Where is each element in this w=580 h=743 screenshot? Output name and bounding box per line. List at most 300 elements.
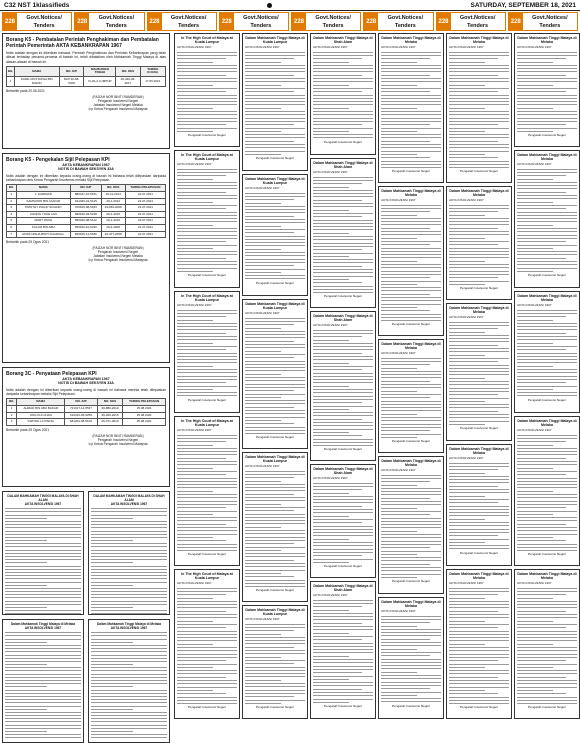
column-header: NO. KES xyxy=(116,66,140,76)
notice-heading: Dalam Mahkamah Tinggi Malaya di Melaka xyxy=(517,153,577,162)
court-notice xyxy=(514,569,580,719)
notice-title: Borang K5 - Pengekalan Sijil Pelepasan KPI xyxy=(6,157,110,163)
notice-act: AKTA INSOLVENSI 1967 xyxy=(517,45,552,50)
court-notice xyxy=(378,186,444,336)
notice-heading: In The High Court of Malaya at Kuala Lumpur xyxy=(181,153,233,162)
notice-officer: Pengarah Insolvensi Negeri xyxy=(391,579,430,584)
notice-act: AKTA INSOLVENSI 1967 xyxy=(177,428,212,433)
section-code: 228 xyxy=(220,13,234,30)
table-header-row xyxy=(7,399,166,406)
court-notice xyxy=(174,33,240,147)
notice-officer: Pengarah Insolvensi Negeri xyxy=(323,447,362,452)
notice-pembatalan xyxy=(2,33,170,149)
notice-act: AKTA INSOLVENSI 1967 xyxy=(245,464,280,469)
table-cell: 29-4-2006 xyxy=(101,224,125,231)
notice-act: AKTA INSOLVENSI 1967 xyxy=(517,581,552,586)
table-cell: 1 xyxy=(7,406,17,413)
court-notice xyxy=(174,569,240,719)
table-cell: 22.07.2021 xyxy=(125,205,165,212)
column-header: NAMA xyxy=(17,399,65,406)
section-label: Govt.Notices/ Tenders xyxy=(170,15,207,29)
notice-officer: Pengarah Insolvensi Negeri xyxy=(527,133,566,138)
column-header: NO. K/P xyxy=(59,66,84,76)
table-cell: KALAM BIN ABU xyxy=(16,224,71,231)
notice-officer: Pengarah Insolvensi Negeri xyxy=(391,703,430,708)
table-cell: 17.06.2021 xyxy=(140,77,166,87)
table-cell: 29-656-2009 xyxy=(101,205,125,212)
section-header xyxy=(74,12,144,31)
notice-text-lines xyxy=(313,483,373,563)
section-code: 228 xyxy=(3,13,17,30)
court-notice xyxy=(242,605,308,719)
table-row xyxy=(7,224,166,231)
court-notice xyxy=(88,619,170,743)
court-notice xyxy=(174,150,240,288)
notice-officer: Pengarah Insolvensi Negeri xyxy=(255,280,294,285)
notice-heading: Dalam Mahkamah Tinggi Malaya di Melaka xyxy=(96,622,162,626)
table-cell: 1 xyxy=(7,77,15,87)
table-cell: 621020-01-5115 xyxy=(71,198,101,205)
notice-title: Borang 3C - Penyataan Pelepasan KPI xyxy=(6,371,97,377)
table-cell: 29-1-2015 xyxy=(101,211,125,218)
notice-act: AKTA INSOLVENSI 1967 xyxy=(449,315,484,320)
notice-text-lines xyxy=(517,52,577,132)
court-notice xyxy=(2,619,84,743)
notice-text-lines xyxy=(245,318,305,434)
notice-officer: Pengarah Insolvensi Negeri xyxy=(527,273,566,278)
page-folio: C32 NST 1klassifieds xyxy=(4,1,70,9)
notice-officer: Pengarah Insolvensi Negeri xyxy=(187,705,226,710)
column-header: BIL xyxy=(7,66,15,76)
notice-text-lines xyxy=(245,193,305,280)
page-header xyxy=(0,0,580,11)
section-header xyxy=(219,12,289,31)
notice-officer: Pengarah Insolvensi Negeri xyxy=(187,552,226,557)
notice-text-lines xyxy=(517,169,577,272)
notice-subtitle: AKTA KEBANKRAPAN 1967 NOTIS DI BAWAH SEKSYEN 33A xyxy=(58,163,114,172)
notice-heading: Dalam Mahkamah Tinggi Malaya di Shah Alam xyxy=(313,314,373,323)
table-row xyxy=(7,406,166,413)
notice-act: AKTA INSOLVENSI 1967 xyxy=(245,617,280,622)
notice-text-lines xyxy=(517,435,577,551)
notice-heading: Dalam Mahkamah Tinggi Malaya di Melaka xyxy=(517,294,577,303)
court-notice xyxy=(446,303,512,441)
notice-signature: (FAIZAH NOR BINTI RAMDERAN) Pengarah Insolvensi Negeri Jabatan Insolvensi Negeri Melaka b.p Ketua Pengarah Insolvensi Malaysia xyxy=(88,246,148,263)
notice-act: AKTA INSOLVENSI 1967 xyxy=(245,311,280,316)
notice-heading: Dalam Mahkamah Tinggi Malaya di Melaka xyxy=(381,600,441,609)
notice-heading: Dalam Mahkamah Tinggi Malaya di Melaka xyxy=(517,572,577,581)
table-cell: 6 xyxy=(7,224,17,231)
column-header: MAHKAMAH TINGGI xyxy=(84,66,116,76)
table-cell: CHONG YOKE LAN xyxy=(16,211,71,218)
notice-text-lines xyxy=(5,508,81,614)
notice-officer: Pengarah Insolvensi Negeri xyxy=(323,294,362,299)
notice-body: Notis adalah dengan ini diberikan bahawa, Perintah Penghakiman dan Perintah Kebankrapan yang telah dibuat terhadap penama-penama di bawah ini, telah dibatalkan oleh Mahkamah Tinggi Malaya di atas alasan-alasan di bawah ini. xyxy=(6,51,166,64)
court-notice xyxy=(174,416,240,566)
notice-body: Notis adalah dengan ini diberikan kepada orang-orang di bawah ini bahawa telah dilepaskan daripada kebankrapan oleh Ketua Pengarah Insolvensi melalui Sijil Pelepasan. xyxy=(6,173,166,183)
notice-act: AKTA INSOLVENSI 1967 xyxy=(517,162,552,167)
table-cell: 721017-14-5537 xyxy=(65,406,97,413)
section-header xyxy=(436,12,506,31)
column-header: TARIKH PELEPASAN xyxy=(123,399,166,406)
notice-body: Notis adalah dengan ini diberikan kepada orang-orang di bawah ini bahawa mereka telah dilepaskan daripada kebankrapan melalui Sijil Pelepasan. xyxy=(6,387,166,397)
table-cell: 3 xyxy=(7,419,17,426)
classifieds-area xyxy=(2,33,578,731)
notice-act: AKTA INSOLVENSI 1967 xyxy=(24,626,62,630)
notice-officer: Pengarah Insolvensi Negeri xyxy=(255,705,294,710)
notice-officer: Pengarah Insolvensi Negeri xyxy=(391,322,430,327)
table-cell: 690916-03-5248 xyxy=(71,211,101,218)
notice-text-lines xyxy=(381,358,441,438)
notice-column xyxy=(242,33,308,731)
court-notice xyxy=(310,158,376,308)
notice-text-lines xyxy=(177,169,237,272)
notice-text-lines xyxy=(517,588,577,704)
section-code: 228 xyxy=(509,13,523,30)
court-notice xyxy=(174,291,240,413)
notice-heading: Dalam Mahkamah Tinggi Malaya di Melaka xyxy=(381,342,441,351)
notice-text-lines xyxy=(313,177,373,293)
notice-text-lines xyxy=(245,52,305,155)
section-header xyxy=(291,12,361,31)
notice-table xyxy=(6,184,166,238)
column-header: NO. KES xyxy=(101,185,125,192)
notice-heading: Dalam Mahkamah Tinggi Malaya di Melaka xyxy=(517,36,577,45)
column-header: BIL xyxy=(7,185,17,192)
table-cell: 5 xyxy=(7,218,17,225)
notice-heading: Dalam Mahkamah Tinggi Malaya di Melaka xyxy=(449,572,509,581)
court-notice xyxy=(2,491,84,615)
notice-officer: Pengarah Insolvensi Negeri xyxy=(459,286,498,291)
notice-officer: Pengarah Insolvensi Negeri xyxy=(459,550,498,555)
notice-officer: Pengarah Insolvensi Negeri xyxy=(323,139,362,144)
notice-act: AKTA INSOLVENSI 1967 xyxy=(313,45,348,50)
table-cell: 880417-10-5151 xyxy=(71,192,101,199)
table-row xyxy=(7,412,166,419)
notice-text-lines xyxy=(313,330,373,446)
notice-date: Bertarikh pada 25 Ogos 2021 xyxy=(6,240,50,245)
column-header: TARIKH PELEPASAN xyxy=(125,185,165,192)
notice-heading: In The High Court of Malaya at Kuala Lumpur xyxy=(181,419,233,428)
notice-heading: Dalam Mahkamah Tinggi Malaya di Melaka xyxy=(10,622,76,626)
notice-act: AKTA INSOLVENSI 1967 xyxy=(381,45,416,50)
table-row xyxy=(7,198,166,205)
notice-officer: Pengarah Insolvensi Negeri xyxy=(323,564,362,569)
notice-act: AKTA INSOLVENSI 1967 xyxy=(110,626,148,630)
table-cell: 29-1-2012 xyxy=(101,198,125,205)
notice-text-lines xyxy=(313,52,373,139)
court-notice xyxy=(242,452,308,602)
column-header: NO. K/P xyxy=(71,185,101,192)
notice-text-lines xyxy=(245,624,305,704)
court-notice xyxy=(310,311,376,461)
notice-text-lines xyxy=(177,588,237,704)
notice-act: AKTA INSOLVENSI 1967 xyxy=(449,581,484,586)
notice-act: AKTA INSOLVENSI 1967 xyxy=(381,198,416,203)
table-cell: 1 xyxy=(7,192,17,199)
notice-heading: Dalam Mahkamah Tinggi Malaya di Shah Alam xyxy=(313,584,373,593)
notice-officer: Pengarah Insolvensi Negeri xyxy=(323,704,362,709)
section-label: Govt.Notices/ Tenders xyxy=(243,15,279,29)
court-notice xyxy=(514,291,580,413)
notice-act: AKTA INSOLVENSI 1967 xyxy=(517,428,552,433)
notice-officer: Pengarah Insolvensi Negeri xyxy=(459,426,498,431)
notice-subtitle: AKTA KEBANKRAPAN 1967 NOTIS DI BAWAH SEKSYEN 33A xyxy=(58,377,114,386)
section-code: 228 xyxy=(148,13,162,30)
table-cell: 2 xyxy=(7,412,17,419)
column-header: NO. KES xyxy=(97,399,123,406)
notice-act: AKTA INSOLVENSI 1967 xyxy=(313,593,348,598)
notice-officer: Pengarah Insolvensi Negeri xyxy=(187,133,226,138)
notice-text-lines xyxy=(381,205,441,321)
section-label: Govt.Notices/ Tenders xyxy=(26,15,62,29)
notice-text-lines xyxy=(449,52,509,168)
section-header-row xyxy=(2,12,578,31)
table-row xyxy=(7,419,166,426)
notice-officer: Pengarah Insolvensi Negeri xyxy=(527,397,566,402)
table-cell: 2 xyxy=(7,198,17,205)
notice-act: AKTA INSOLVENSI 1967 xyxy=(177,162,212,167)
section-label: Govt.Notices/ Tenders xyxy=(532,15,568,29)
table-cell: KUALA LUMPUR xyxy=(84,77,116,87)
notice-officer: Pengarah Insolvensi Negeri xyxy=(527,705,566,710)
court-notice xyxy=(310,581,376,719)
table-cell: 22.07.2021 xyxy=(125,211,165,218)
column-header: TARIKH KUASA xyxy=(140,66,166,76)
notice-date: Bertarikh pada 20.08.2021 xyxy=(6,89,45,94)
table-cell: SAMSUDIN BIN JAAFAR xyxy=(16,198,71,205)
court-notice xyxy=(242,299,308,449)
notice-heading: Dalam Mahkamah Tinggi Malaya di Melaka xyxy=(449,36,509,45)
left-column xyxy=(2,33,170,731)
notice-text-lines xyxy=(381,52,441,168)
court-notice xyxy=(310,464,376,578)
table-cell: 22.07.2021 xyxy=(125,192,165,199)
notice-table xyxy=(6,398,166,425)
notice-heading: Dalam Mahkamah Tinggi Malaya di Shah Alam xyxy=(313,161,373,170)
notice-column xyxy=(378,33,444,731)
table-header-row xyxy=(7,66,166,76)
notice-officer: Pengarah Insolvensi Negeri xyxy=(255,435,294,440)
table-cell: 681202-08-5106 xyxy=(65,419,97,426)
table-cell: 22.07.2021 xyxy=(125,224,165,231)
section-code: 228 xyxy=(364,13,378,30)
court-notice xyxy=(446,33,512,183)
notice-heading: DALAM MAHKAMAH TINGGI MALAYA DI SHAH ALAM xyxy=(93,494,165,502)
notice-text-lines xyxy=(177,435,237,551)
notice-officer: Pengarah Insolvensi Negeri xyxy=(527,552,566,557)
table-cell: KAMIL MUSTAPHA BIN MARIN xyxy=(14,77,59,87)
notice-penyataan xyxy=(2,367,170,487)
column-header: BIL xyxy=(7,399,17,406)
notice-heading: Dalam Mahkamah Tinggi Malaya di Kuala Lumpur xyxy=(245,302,305,311)
court-notice xyxy=(514,416,580,566)
table-row xyxy=(7,211,166,218)
notice-act: AKTA INSOLVENSI 1967 xyxy=(245,45,280,50)
notice-act: AKTA INSOLVENSI 1967 xyxy=(381,351,416,356)
table-row xyxy=(7,192,166,199)
column-header: NO. K/P xyxy=(65,399,97,406)
section-label: Govt.Notices/ Tenders xyxy=(98,15,135,29)
table-cell: AHMAD BIN ABU BAKAR xyxy=(17,406,65,413)
table-cell: 29-340-06-2017 xyxy=(116,77,140,87)
notice-text-lines xyxy=(449,322,509,425)
notice-text-lines xyxy=(177,310,237,397)
table-row xyxy=(7,205,166,212)
notice-act: AKTA INSOLVENSI 1967 xyxy=(313,323,348,328)
page-date: SATURDAY, SEPTEMBER 18, 2021 xyxy=(470,1,576,9)
notice-heading: Dalam Mahkamah Tinggi Malaya di Melaka xyxy=(517,419,577,428)
notice-heading: Dalam Mahkamah Tinggi Malaya di Kuala Lumpur xyxy=(245,608,305,617)
notice-text-lines xyxy=(381,475,441,578)
notice-table xyxy=(6,66,166,87)
table-cell: 22.07.2021 xyxy=(125,231,165,238)
notice-act: AKTA INSOLVENSI 1967 xyxy=(110,502,148,506)
notice-signature: (FAIZAH NOR BINTI RAMDERAN) Pengarah Insolvensi Negeri b.p Ketua Pengarah Insolvensi Malaysia xyxy=(88,433,148,446)
table-cell: 820915-14-5186 xyxy=(71,231,101,238)
court-notice xyxy=(378,456,444,594)
table-cell: 7 xyxy=(7,231,17,238)
notice-heading: Dalam Mahkamah Tinggi Malaya di Shah Alam xyxy=(313,467,373,476)
section-header xyxy=(363,12,433,31)
table-cell: 25.08.2021 xyxy=(123,406,166,413)
table-cell: 29-471-2019 xyxy=(97,419,123,426)
notice-text-lines xyxy=(449,205,509,285)
notice-text-lines xyxy=(177,52,237,132)
table-row xyxy=(7,231,166,238)
notice-column xyxy=(174,33,240,731)
table-cell: 22.07.2021 xyxy=(125,218,165,225)
table-row xyxy=(7,218,166,225)
table-cell: 650919-10-5319 xyxy=(71,224,101,231)
section-code: 228 xyxy=(437,13,451,30)
table-cell: 810710-08-5405 xyxy=(59,77,84,87)
notice-officer: Pengarah Insolvensi Negeri xyxy=(459,169,498,174)
notice-heading: In The High Court of Malaya at Kuala Lumpur xyxy=(181,572,233,581)
court-notice xyxy=(446,186,512,300)
notice-heading: Dalam Mahkamah Tinggi Malaya di Shah Alam xyxy=(313,36,373,45)
section-label: Govt.Notices/ Tenders xyxy=(387,15,424,29)
table-cell: 3 xyxy=(7,205,17,212)
court-notice xyxy=(242,174,308,296)
court-notice xyxy=(514,150,580,288)
court-notice xyxy=(446,569,512,719)
notice-officer: Pengarah Insolvensi Negeri xyxy=(255,156,294,161)
notice-act: AKTA INSOLVENSI 1967 xyxy=(449,456,484,461)
notice-column xyxy=(310,33,376,731)
court-notice xyxy=(88,491,170,615)
section-code: 228 xyxy=(75,13,89,30)
notice-column xyxy=(446,33,512,731)
table-cell: ONG KHI CHAN xyxy=(17,412,65,419)
notice-act: AKTA INSOLVENSI 1967 xyxy=(381,468,416,473)
table-cell: 29-1-2016 xyxy=(101,218,125,225)
notice-officer: Pengarah Insolvensi Negeri xyxy=(391,439,430,444)
notice-act: AKTA INSOLVENSI 1967 xyxy=(245,186,280,191)
notice-act: AKTA INSOLVENSI 1967 xyxy=(24,502,62,506)
section-header xyxy=(508,12,578,31)
notice-date: Bertarikh pada 25 Ogos 2021 xyxy=(6,427,50,432)
court-notice xyxy=(310,33,376,155)
notice-text-lines xyxy=(91,508,167,614)
table-cell: 29-477-2008 xyxy=(101,231,125,238)
notice-text-lines xyxy=(313,600,373,703)
notice-act: AKTA INSOLVENSI 1967 xyxy=(313,476,348,481)
notice-text-lines xyxy=(381,616,441,703)
notice-act: AKTA INSOLVENSI 1967 xyxy=(381,609,416,614)
notice-officer: Pengarah Insolvensi Negeri xyxy=(459,705,498,710)
header-dot-icon xyxy=(267,3,272,8)
notice-heading: In The High Court of Malaya at Kuala Lumpur xyxy=(181,294,233,303)
table-cell: 29-11-2014 xyxy=(101,192,125,199)
table-cell: L. HARIMAN xyxy=(16,192,71,199)
table-cell: 22.07.2021 xyxy=(125,198,165,205)
notice-officer: Pengarah Insolvensi Negeri xyxy=(187,273,226,278)
column-header: NAMA xyxy=(16,185,71,192)
notice-heading: Dalam Mahkamah Tinggi Malaya di Melaka xyxy=(381,459,441,468)
section-label: Govt.Notices/ Tenders xyxy=(459,15,496,29)
court-notice xyxy=(378,597,444,719)
notice-officer: Pengarah Insolvensi Negeri xyxy=(255,588,294,593)
table-cell: KWONG LAI PENG xyxy=(17,419,65,426)
notice-officer: Pengarah Insolvensi Negeri xyxy=(187,397,226,402)
notice-heading: Dalam Mahkamah Tinggi Malaya di Kuala Lumpur xyxy=(245,455,305,464)
court-notice xyxy=(378,33,444,183)
table-header-row xyxy=(7,185,166,192)
table-cell: ROZA NISHA BINTI KHAIRULL xyxy=(16,231,71,238)
section-label: Govt.Notices/ Tenders xyxy=(315,15,351,29)
table-cell: 4 xyxy=(7,211,17,218)
notice-heading: Dalam Mahkamah Tinggi Malaya di Melaka xyxy=(449,306,509,315)
notice-column xyxy=(514,33,580,731)
notice-title: Borang K5 - Pembatalan Perintah Penghakiman dan Pembatalan Perintah Pemerintah AKTA KEBANKRAPAN 1967 xyxy=(6,37,159,49)
notice-signature: (FAIZAH NOR BINTI RAMDERAN) Pengarah Insolvensi Negeri Jabatan Insolvensi Negeri Melaka b.p Ketua Pengarah Insolvensi Malaysia xyxy=(88,95,148,112)
notice-text-lines xyxy=(449,463,509,550)
notice-text-lines xyxy=(449,588,509,704)
table-row xyxy=(7,77,166,87)
table-cell: 25.08.2021 xyxy=(123,419,166,426)
notice-act: AKTA INSOLVENSI 1967 xyxy=(313,170,348,175)
notice-text-lines xyxy=(517,310,577,397)
notice-act: AKTA INSOLVENSI 1967 xyxy=(177,45,212,50)
notice-heading: Dalam Mahkamah Tinggi Malaya di Melaka xyxy=(449,447,509,456)
notice-heading: Dalam Mahkamah Tinggi Malaya di Kuala Lumpur xyxy=(245,177,305,186)
notice-heading: Dalam Mahkamah Tinggi Malaya di Kuala Lumpur xyxy=(245,36,305,45)
notice-text-lines xyxy=(5,632,81,738)
table-cell: 700615-08-5163 xyxy=(71,205,101,212)
notice-act: AKTA INSOLVENSI 1967 xyxy=(449,45,484,50)
court-notice xyxy=(446,444,512,566)
notice-act: AKTA INSOLVENSI 1967 xyxy=(177,581,212,586)
notice-heading: Dalam Mahkamah Tinggi Malaya di Melaka xyxy=(381,36,441,45)
notice-act: AKTA INSOLVENSI 1967 xyxy=(449,198,484,203)
court-notice xyxy=(378,339,444,453)
notice-heading: In The High Court of Malaya at Kuala Lumpur xyxy=(181,36,233,45)
table-cell: 25.08.2021 xyxy=(123,412,166,419)
table-cell: MARY PANG xyxy=(16,218,71,225)
section-header xyxy=(2,12,72,31)
court-notice xyxy=(514,33,580,147)
notice-heading: DALAM MAHKAMAH TINGGI MALAYA DI SHAH ALAM xyxy=(7,494,79,502)
section-header xyxy=(147,12,217,31)
table-cell: 29-200-2015 xyxy=(97,412,123,419)
notice-pengekalan xyxy=(2,153,170,363)
column-header: NAMA xyxy=(14,66,59,76)
table-cell: TIMOTHY PHILIP SOHADY xyxy=(16,205,71,212)
notice-officer: Pengarah Insolvensi Negeri xyxy=(391,169,430,174)
notice-text-lines xyxy=(91,632,167,738)
notice-heading: Dalam Mahkamah Tinggi Malaya di Melaka xyxy=(449,189,509,198)
